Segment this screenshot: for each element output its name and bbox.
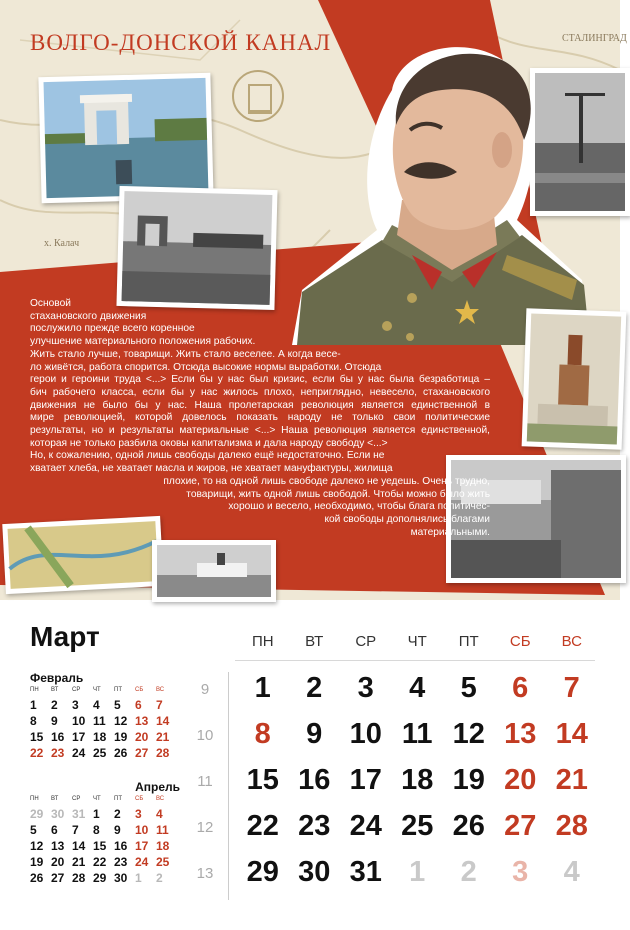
day-cell: 20 [504,764,537,796]
day-cell: 14 [555,718,588,750]
quote-line: хватает хлеба, не хватает масла и жиров, не хватает мануфактуры, жилища [30,463,393,475]
mini-day: 1 [30,698,37,712]
mini-day: 19 [114,730,128,744]
weekday-label: ПТ [458,633,479,650]
mini-day: 24 [72,746,86,760]
week-number: 10 [196,727,214,744]
mini-day: 15 [93,839,107,853]
mini-weekday: ЧТ [93,687,101,693]
day-cell: 3 [512,856,529,888]
day-cell: 4 [563,856,580,888]
canal-arch-image [44,78,209,198]
week-number: 12 [196,819,214,836]
mini-day: 9 [51,714,58,728]
mini-day: 22 [93,855,107,869]
day-cell: 24 [349,810,382,842]
quote-line: бич рабочего класса, если бы у нас жилось плохо, неприглядно, невесело, стахановского [30,386,490,398]
photo-construction-arch [116,186,277,310]
photo-ship [152,540,276,602]
day-cell: 16 [298,764,331,796]
quote-line: материальными. [410,526,490,538]
mini-week-row [30,714,180,730]
quote-line: результаты, но и результаты материальные <...> Наша революция является единственной, [30,425,490,437]
month-grid [237,672,598,902]
mini-weekday: ВТ [51,687,59,693]
mini-day: 9 [114,823,121,837]
week-number: 11 [197,773,213,790]
mini-day: 13 [51,839,65,853]
mini-day: 25 [156,855,170,869]
mini-day: 21 [72,855,86,869]
mini-day: 1 [93,807,100,821]
quote-line: Но, к сожалению, одной лишь свободы далеко ещё недостаточно. Если не [30,450,385,462]
mini-week-row [30,698,180,714]
mini-day: 15 [30,730,44,744]
day-cell: 12 [452,718,485,750]
day-cell: 8 [254,718,271,750]
week-row [237,856,598,902]
mini-weekday: СБ [135,687,144,693]
week-row [237,718,598,764]
mini-day: 26 [114,746,128,760]
day-cell: 9 [306,718,323,750]
quote-line: кой свободы дополнялись благами [324,513,490,525]
weekday-label: СБ [509,633,531,650]
mini-day: 4 [156,807,163,821]
mini-calendar-april [30,780,180,887]
mini-weekday-header [30,796,180,807]
weekday-label: ПН [251,633,274,650]
mini-day: 3 [135,807,142,821]
day-cell: 27 [504,810,537,842]
map-label-kalach: х. Калач [44,238,80,249]
header-divider [235,660,595,661]
day-cell: 11 [401,718,433,750]
weekday-label: ВС [561,633,582,650]
quote-line: плохие, то на одной лишь свободе далеко не уедешь. Очень трудно, [163,475,490,487]
day-cell: 19 [452,764,485,796]
day-cell: 5 [460,672,477,704]
mini-day: 14 [156,714,170,728]
mini-week-row [30,807,180,823]
week-numbers [190,680,220,910]
mini-day: 4 [93,698,100,712]
mini-weekday: ПТ [114,796,122,802]
week-number: 13 [196,865,214,882]
mini-day: 20 [51,855,65,869]
day-cell: 28 [555,810,588,842]
mini-day: 2 [51,698,58,712]
mini-weekday: ПТ [114,687,122,693]
mini-day: 26 [30,871,44,885]
mini-week-row [30,746,180,762]
mini-weekday: СР [72,687,81,693]
quote-line: движения не было бы у нас. Наша пролетарская революция является единственной в [30,399,490,411]
mini-day: 12 [114,714,128,728]
mini-weekday-header [30,687,180,698]
mini-day: 22 [30,746,44,760]
mini-day: 30 [114,871,128,885]
mini-day: 6 [135,698,142,712]
week-row [237,810,598,856]
day-cell: 21 [555,764,588,796]
mini-day: 31 [72,807,86,821]
day-cell: 26 [452,810,485,842]
day-cell: 29 [246,856,279,888]
weekday-label: ЧТ [407,633,427,650]
weekday-label: ВТ [305,633,324,650]
mini-week-row [30,730,180,746]
week-row [237,764,598,810]
mini-day: 18 [156,839,170,853]
mini-calendar-february [30,671,180,762]
mini-day: 23 [51,746,65,760]
day-cell: 2 [306,672,323,704]
mini-week-row [30,871,180,887]
mini-day: 3 [72,698,79,712]
mini-day: 16 [51,730,65,744]
mini-day: 1 [135,871,142,885]
mini-weekday: СБ [135,796,144,802]
mini-weekday: ВТ [51,796,59,802]
day-cell: 13 [504,718,537,750]
day-cell: 1 [409,856,426,888]
mini-week-row [30,855,180,871]
photo-monument [522,308,627,449]
mini-weekday: СР [72,796,81,802]
day-cell: 22 [246,810,279,842]
day-cell: 2 [460,856,477,888]
monument-image [527,313,621,444]
weekday-label: СР [355,633,377,650]
mini-weekday: ЧТ [93,796,101,802]
day-cell: 6 [512,672,529,704]
quote-line: мире революцией, которой довелось показать народу не только свои политические [30,412,490,424]
mini-day: 10 [72,714,86,728]
quote-line: ло живётся, работа спорится. Отсюда высокие нормы выработки. Отсюда [30,361,382,373]
mini-day: 21 [156,730,170,744]
mini-weekday: ВС [156,796,165,802]
mini-day: 16 [114,839,128,853]
mini-month-name: Февраль [30,671,84,685]
weekday-header [237,633,598,650]
day-cell: 1 [254,672,271,704]
mini-day: 17 [135,839,149,853]
mini-day: 30 [51,807,65,821]
canal-emblem-icon [232,70,284,122]
day-cell: 4 [409,672,426,704]
mini-day: 7 [156,698,163,712]
mini-day: 28 [156,746,170,760]
day-cell: 25 [401,810,434,842]
map-label-stalingrad: СТАЛИНГРАД [562,33,627,44]
mini-day: 28 [72,871,86,885]
calendar-divider [228,672,229,900]
mini-day: 2 [156,871,163,885]
mini-day: 20 [135,730,149,744]
mini-weekday: ПН [30,687,39,693]
day-cell: 18 [401,764,434,796]
week-number: 9 [200,681,210,698]
mini-day: 29 [93,871,107,885]
quote-line: улучшение материального положения рабочих. [30,336,256,348]
mini-day: 29 [30,807,44,821]
mini-day: 5 [30,823,37,837]
mini-day: 19 [30,855,44,869]
mini-day: 18 [93,730,107,744]
day-cell: 23 [298,810,331,842]
mini-day: 17 [72,730,86,744]
mini-week-row [30,839,180,855]
mini-day: 10 [135,823,149,837]
mini-day: 8 [30,714,37,728]
mini-day: 12 [30,839,44,853]
mini-day: 23 [114,855,128,869]
construction-arch-image [122,191,273,305]
mini-month-name: Апрель [135,780,180,794]
mini-weekday: ПН [30,796,39,802]
day-cell: 31 [349,856,382,888]
mini-day: 14 [72,839,86,853]
mini-day: 11 [93,714,106,728]
quote-text [30,298,490,539]
mini-weekday: ВС [156,687,165,693]
quote-line: Жить стало лучше, товарищи. Жить стало веселее. А когда весе- [30,348,341,360]
day-cell: 7 [563,672,580,704]
mini-day: 6 [51,823,58,837]
mini-day: 7 [72,823,79,837]
ship-image [157,545,271,597]
week-row [237,672,598,718]
day-cell: 10 [349,718,382,750]
month-title: Март [30,621,100,652]
mini-day: 27 [51,871,65,885]
quote-line: которая не только разбила оковы капитализма и дала народу свободу <...> [30,437,388,449]
mini-day: 27 [135,746,149,760]
quote-line: герои и героини труда <...> Если бы у нас был кризис, если бы у нас была безработица – [30,374,490,386]
mini-day: 13 [135,714,149,728]
quote-line: стахановского движения [30,310,147,322]
day-cell: 3 [357,672,374,704]
mini-day: 11 [156,823,169,837]
quote-line: товарищи, жить одной лишь свободой. Чтобы можно было жить [186,488,490,500]
day-cell: 15 [246,764,279,796]
mini-week-row [30,823,180,839]
photo-canal-arch [38,73,213,203]
quote-line: Основой [30,298,71,309]
mini-day: 25 [93,746,107,760]
quote-line: послужило прежде всего коренное [30,323,195,335]
day-cell: 30 [298,856,331,888]
mini-day: 8 [93,823,100,837]
quote-line: хорошо и весело, необходимо, чтобы блага политичес- [228,501,490,513]
day-cell: 17 [349,764,382,796]
poster-title: ВОЛГО-ДОНСКОЙ КАНАЛ [30,30,332,55]
mini-day: 2 [114,807,121,821]
mini-day: 5 [114,698,121,712]
mini-day: 24 [135,855,149,869]
